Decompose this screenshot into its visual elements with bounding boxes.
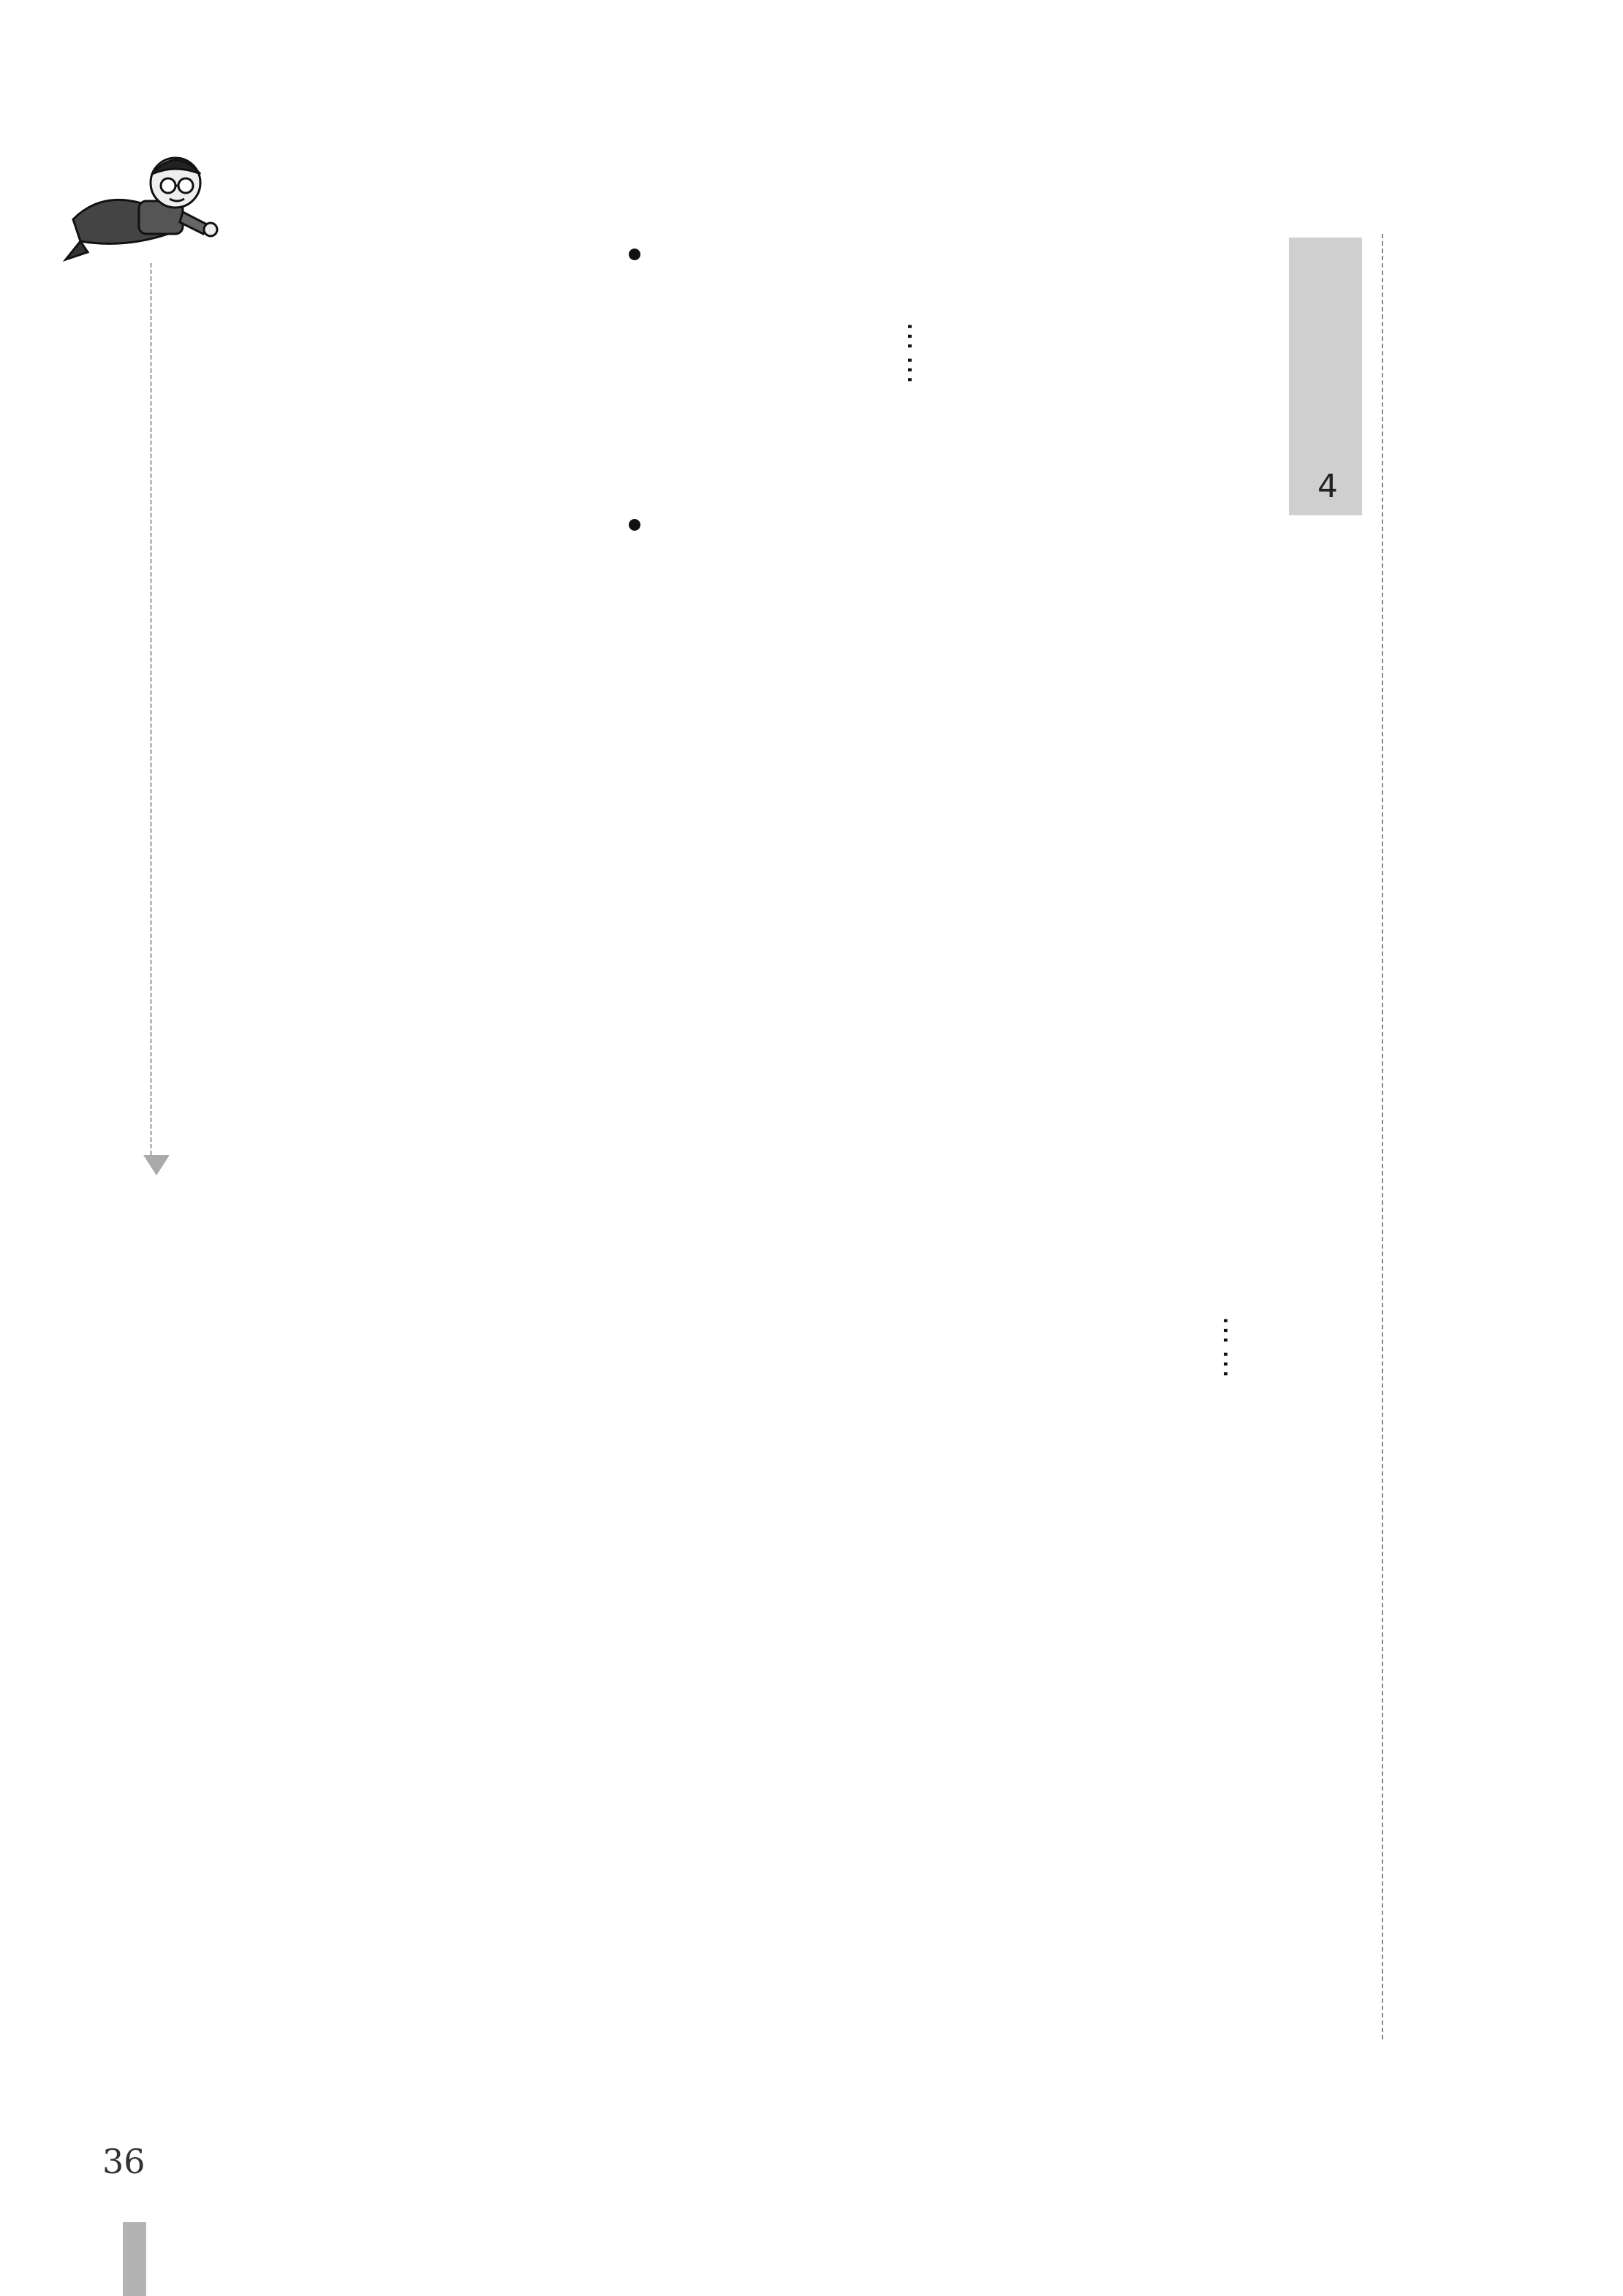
chapter-title xyxy=(1301,526,1360,2098)
footer-arrow-icon xyxy=(143,1155,170,1175)
page-number: 36 xyxy=(102,2142,145,2181)
footer-divider xyxy=(150,263,152,1155)
ellipsis-mark: …… xyxy=(1217,1316,1250,1383)
page-edge-tab xyxy=(123,2222,146,2296)
chapter-number: 4 xyxy=(1317,468,1338,505)
flying-boy-mascot-icon xyxy=(58,132,227,278)
subheading xyxy=(618,278,662,512)
bullet-mark xyxy=(629,249,640,260)
header-divider xyxy=(1382,234,1383,2039)
bullet-mark xyxy=(629,519,640,531)
running-head xyxy=(1391,263,1442,2032)
ellipsis-mark: …… xyxy=(901,322,934,389)
chapter-label xyxy=(1304,256,1347,475)
footer-note xyxy=(102,263,146,1140)
